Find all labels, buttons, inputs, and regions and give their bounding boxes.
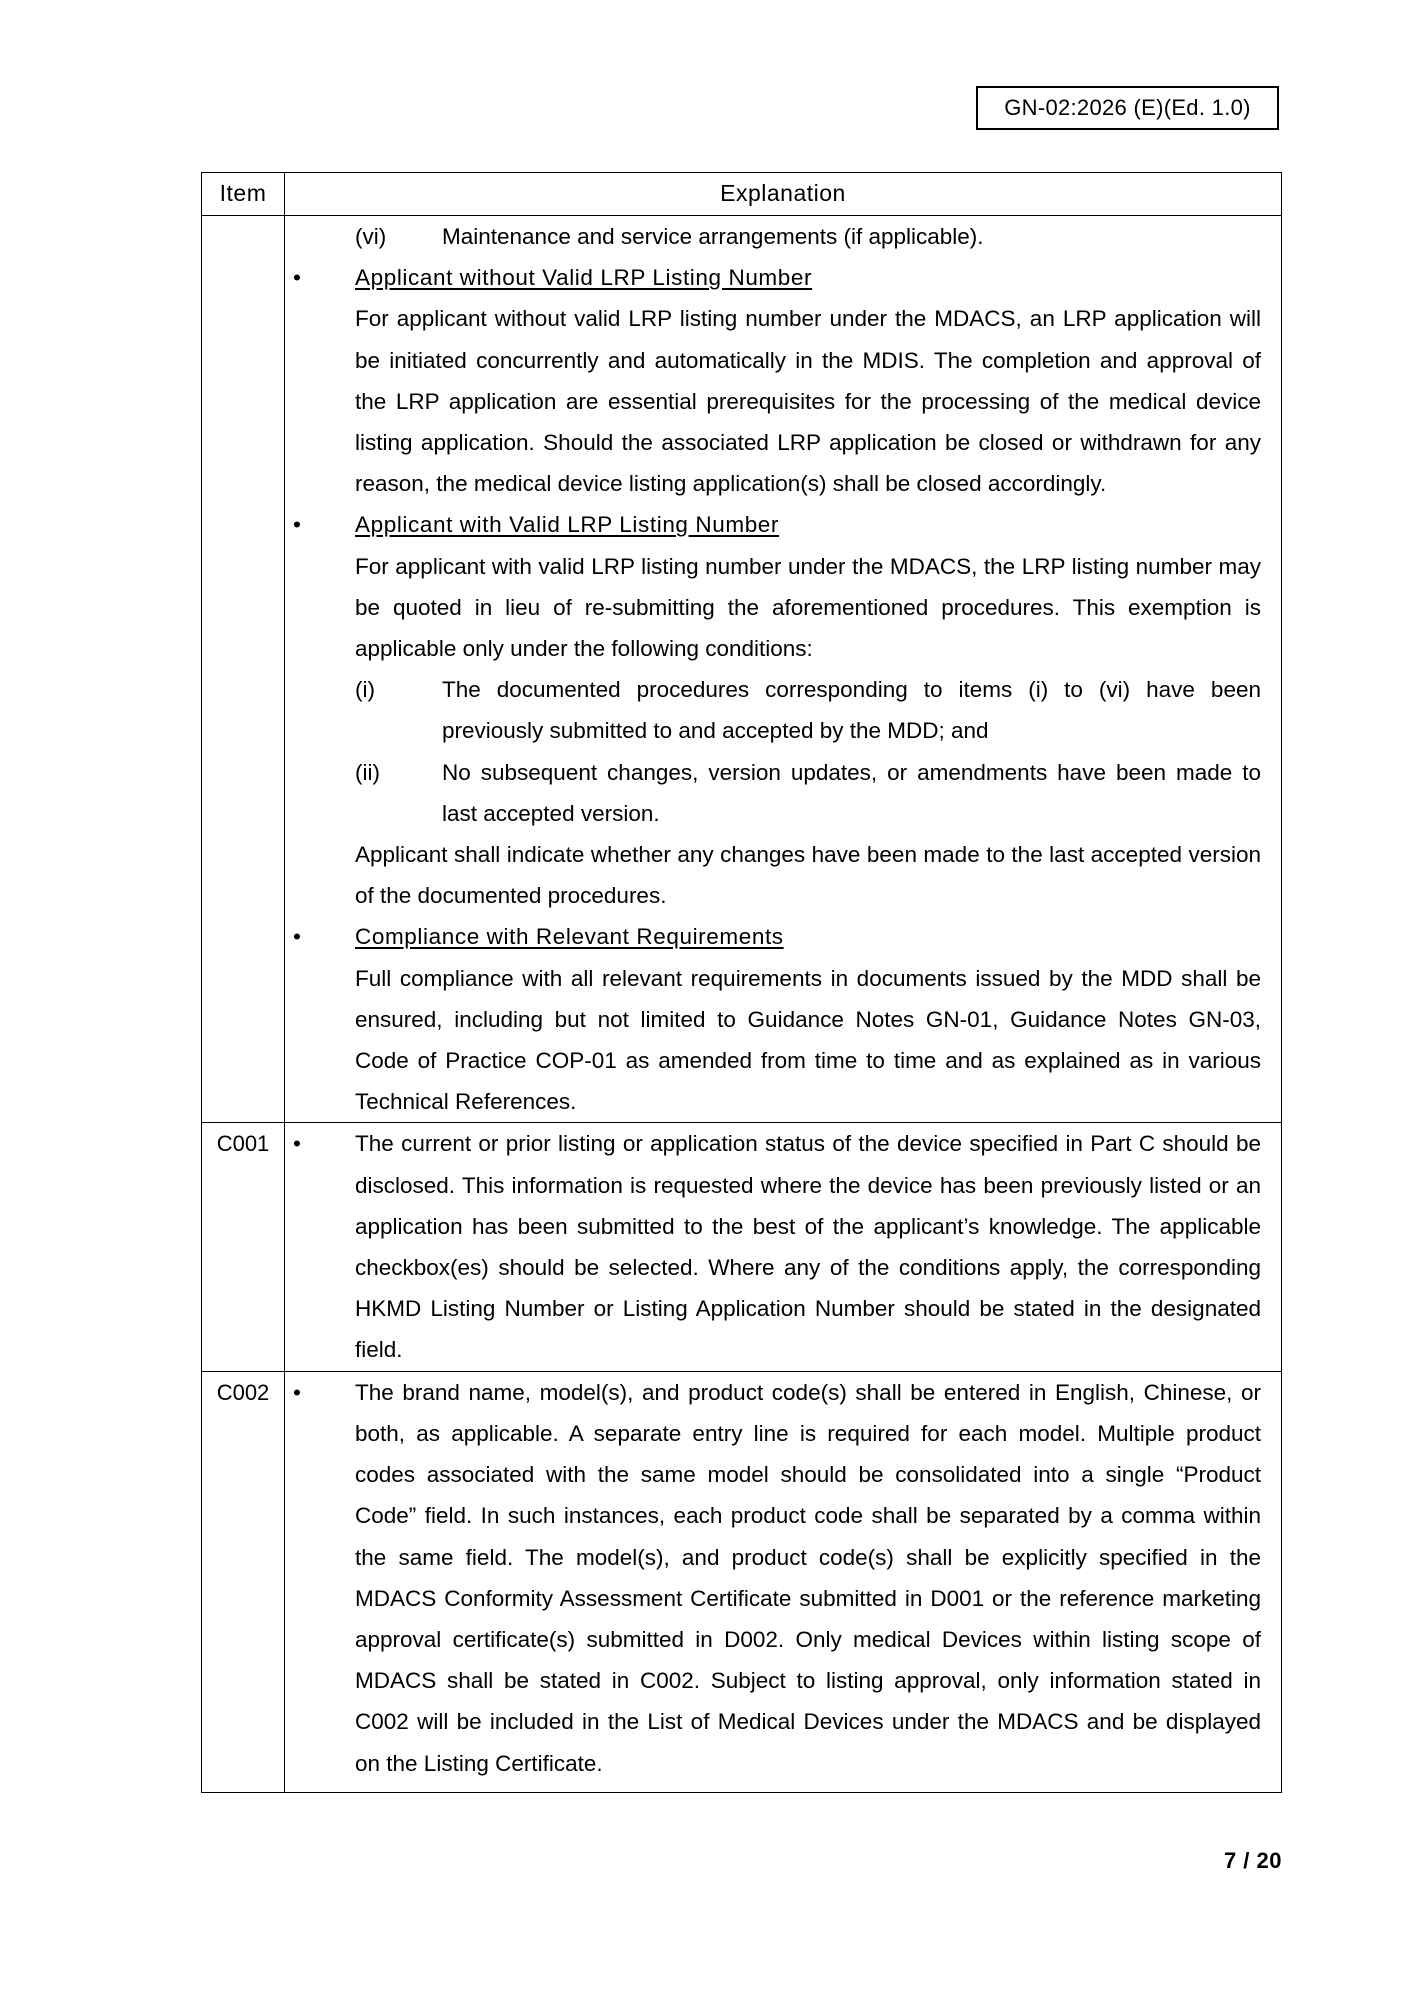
- paragraph: Full compliance with all relevant requirements in documents issued by the MDD shall be ensured, including but not limited to Guidance Notes GN-01, Guidance Notes GN-03, Code of Practice COP-01 as amended from time to time and as explained as in various Technical References.: [355, 965, 1261, 1115]
- section-heading: Applicant without Valid LRP Listing Number: [355, 265, 813, 291]
- column-header-explanation: Explanation: [285, 173, 1282, 216]
- section-heading: Compliance with Relevant Requirements: [355, 924, 784, 950]
- item-cell: C001: [202, 1123, 285, 1371]
- explanation-cell: [285, 1371, 1282, 1792]
- bullet-heading: [285, 504, 1281, 545]
- bullet-icon: •: [293, 1131, 301, 1157]
- bullet-icon: •: [293, 265, 301, 291]
- bullet-heading: [285, 916, 1281, 957]
- numbered-item: [285, 752, 1281, 834]
- paragraph-text: The brand name, model(s), and product code(s) shall be entered in English, Chinese, or both, as applicable. A separate entry line is required for each model. Multiple product codes associated with the same model should be consolidated into a single “Product Code” field. In such instances, each product code shall be separated by a comma within the same field. The model(s), and product code(s) shall be explicitly specified in the MDACS Conformity Assessment Certificate submitted in D001 or the reference marketing approval certificate(s) submitted in D002. Only medical Devices within listing scope of MDACS shall be stated in C002. Subject to listing approval, only information stated in C002 will be included in the List of Medical Devices under the MDACS and be displayed on the Listing Certificate.: [355, 1379, 1261, 1776]
- paragraph-text: The current or prior listing or application status of the device specified in Part C should be disclosed. This information is requested where the device has been previously listed or an application has been submitted to the best of the applicant’s knowledge. The applicable checkbox(es) should be selected. Where any of the conditions apply, the corresponding HKMD Listing Number or Listing Application Number should be stated in the designated field.: [355, 1131, 1261, 1363]
- item-number: (i): [355, 677, 375, 703]
- item-cell: [202, 216, 285, 1123]
- explanation-table: [201, 172, 1282, 1793]
- page-number: 7 / 20: [1223, 1848, 1282, 1873]
- item-text: No subsequent changes, version updates, or amendments have been made to last accepted version.: [442, 759, 1261, 826]
- item-text: Maintenance and service arrangements (if applicable).: [442, 224, 984, 249]
- bullet-heading: [285, 257, 1281, 298]
- paragraph: Applicant shall indicate whether any changes have been made to the last accepted version of the documented procedures.: [355, 842, 1261, 909]
- item-number: (ii): [355, 759, 380, 785]
- numbered-item: [285, 216, 1281, 257]
- column-header-item: Item: [202, 173, 285, 216]
- bullet-icon: •: [293, 512, 301, 538]
- document-reference: GN-02:2026 (E)(Ed. 1.0): [976, 86, 1279, 130]
- table-row: [202, 216, 1282, 1123]
- explanation-cell: [285, 216, 1282, 1123]
- bullet-paragraph: [285, 1123, 1281, 1370]
- bullet-paragraph: [285, 1372, 1281, 1792]
- item-cell: C002: [202, 1371, 285, 1792]
- paragraph: For applicant with valid LRP listing number under the MDACS, the LRP listing number may be quoted in lieu of re-submitting the aforementioned procedures. This exemption is applicable only under the following conditions:: [355, 553, 1261, 662]
- table-row: [202, 1123, 1282, 1371]
- explanation-cell: [285, 1123, 1282, 1371]
- section-heading: Applicant with Valid LRP Listing Number: [355, 512, 780, 538]
- table-row: [202, 1371, 1282, 1792]
- item-text: The documented procedures corresponding to items (i) to (vi) have been previously submitted to and accepted by the MDD; and: [442, 677, 1261, 744]
- numbered-item: [285, 669, 1281, 751]
- item-number: (vi): [355, 224, 387, 249]
- bullet-icon: •: [293, 924, 301, 950]
- bullet-icon: •: [293, 1379, 301, 1405]
- table-header-row: [202, 173, 1282, 216]
- paragraph: For applicant without valid LRP listing number under the MDACS, an LRP application will be initiated concurrently and automatically in the MDIS. The completion and approval of the LRP application are essential prerequisites for the processing of the medical device listing application. Should the associated LRP application be closed or withdrawn for any reason, the medical device listing application(s) shall be closed accordingly.: [355, 306, 1261, 497]
